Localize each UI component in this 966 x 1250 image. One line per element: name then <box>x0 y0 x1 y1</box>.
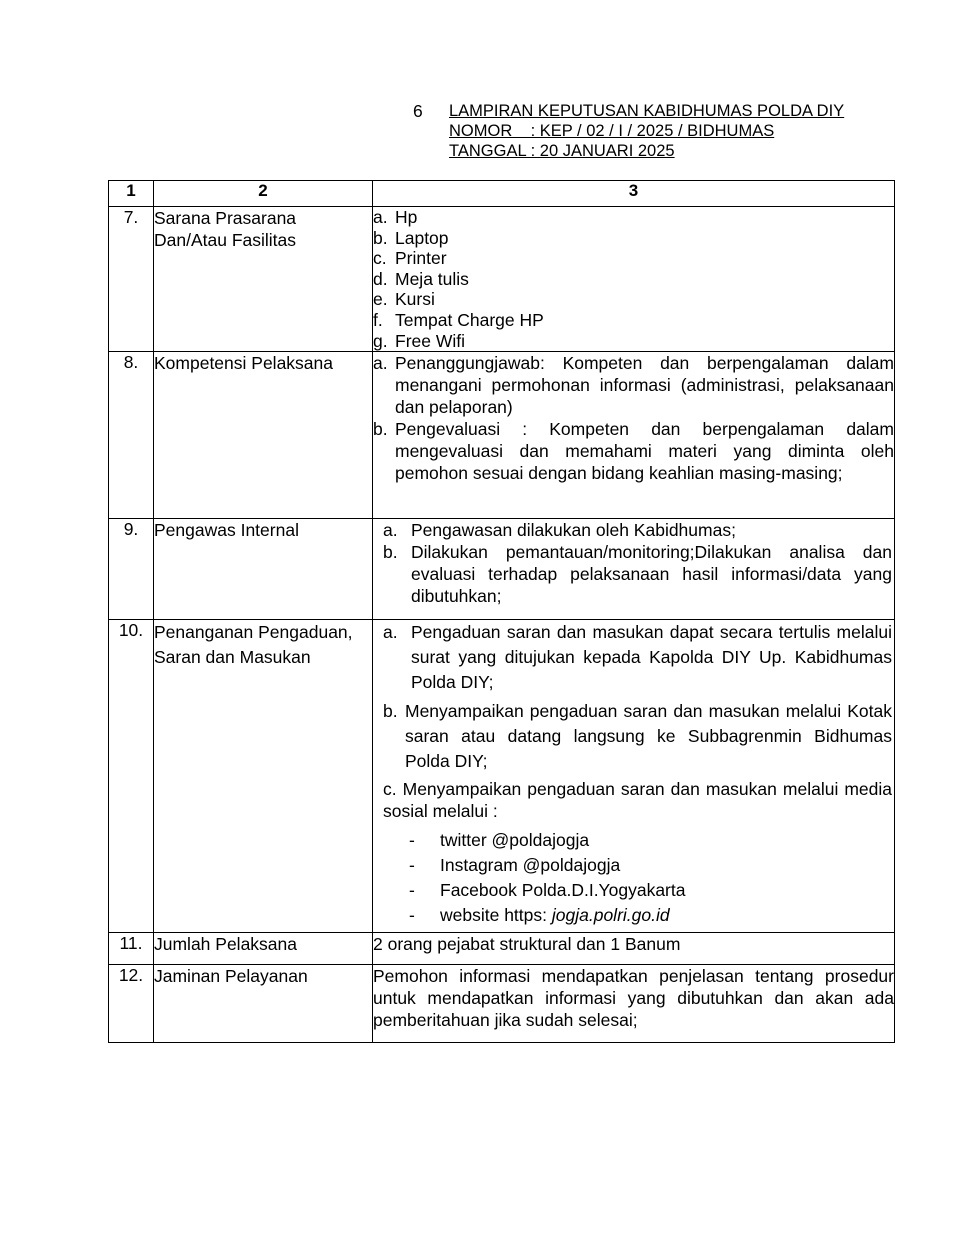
list-item: a. Pengawasan dilakukan oleh Kabidhumas; <box>383 520 736 541</box>
social-media-item: - website https: jogja.polri.go.id <box>409 905 670 926</box>
row-description: 2 orang pejabat struktural dan 1 Banum <box>373 933 895 965</box>
row-number: 11. <box>109 933 154 965</box>
row-number: 10. <box>109 620 154 933</box>
table-row <box>109 207 895 352</box>
list-item: a. Penanggungjawab: Kompeten dan berpengalaman dalam menangani permohonan informasi (administrasi, pelaksanaan dan pelaporan) <box>373 353 894 418</box>
page-number: 6 <box>413 101 423 121</box>
column-header: 2 <box>154 181 373 207</box>
document-header <box>449 101 844 161</box>
header-nomor: NOMOR : KEP / 02 / I / 2025 / BIDHUMAS <box>449 122 775 140</box>
header-title: LAMPIRAN KEPUTUSAN KABIDHUMAS POLDA DIY <box>449 102 845 120</box>
row-number: 7. <box>109 207 154 352</box>
row-description: Pemohon informasi mendapatkan penjelasan tentang prosedur untuk mendapatkan informasi yang dibutuhkan dan akan ada pemberitahuan jika sudah selesai; <box>373 965 895 1043</box>
table-row <box>109 352 895 519</box>
list-item: c. Printer <box>373 248 447 269</box>
list-item: d. Meja tulis <box>373 268 469 289</box>
list-item: e. Kursi <box>373 289 435 310</box>
row-description <box>373 519 895 620</box>
social-media-item: - Instagram @poldajogja <box>409 855 621 876</box>
row-component: Pengawas Internal <box>154 519 373 620</box>
row-component: Sarana Prasarana Dan/Atau Fasilitas <box>154 207 373 352</box>
row-component: Jumlah Pelaksana <box>154 933 373 965</box>
list-item: b. Laptop <box>373 227 449 248</box>
row-component: Kompetensi Pelaksana <box>154 352 373 519</box>
list-item: g. Free Wifi <box>373 330 465 351</box>
list-item: a. Pengaduan saran dan masukan dapat secara tertulis melalui surat yang ditujukan kepada Kapolda DIY Up. Kabidhumas Polda DIY; <box>383 622 892 693</box>
list-item: f. Tempat Charge HP <box>373 309 544 330</box>
social-media-item: - Facebook Polda.D.I.Yogyakarta <box>409 880 686 901</box>
table-row <box>109 519 895 620</box>
column-header: 1 <box>109 181 154 207</box>
row-number: 9. <box>109 519 154 620</box>
social-media-item: - twitter @poldajogja <box>409 830 590 851</box>
list-item: b. Pengevaluasi : Kompeten dan berpengalaman dalam mengevaluasi dan memahami materi yang diminta oleh pemohon sesuai dengan bidang keahlian masing-masing; <box>373 419 894 484</box>
website-label: website https: <box>440 905 552 926</box>
row-number: 8. <box>109 352 154 519</box>
list-item: a. Hp <box>373 207 418 227</box>
header-tanggal: TANGGAL : 20 JANUARI 2025 <box>449 142 675 160</box>
list-item: c. Menyampaikan pengaduan saran dan masukan melalui media sosial melalui : <box>383 779 892 822</box>
row-component: Penanganan Pengaduan, Saran dan Masukan <box>154 620 373 933</box>
table-row <box>109 933 895 965</box>
row-number: 12. <box>109 965 154 1043</box>
table-row <box>109 620 895 933</box>
row-component: Jaminan Pelayanan <box>154 965 373 1043</box>
service-standard-table <box>108 180 895 1043</box>
website-link[interactable]: jogja.polri.go.id <box>551 905 670 926</box>
row-description <box>373 207 895 352</box>
table-row <box>109 965 895 1043</box>
table-header-row <box>109 181 895 207</box>
list-item: b. Dilakukan pemantauan/monitoring;Dilakukan analisa dan evaluasi terhadap pelaksanaan hasil informasi/data yang dibutuhkan; <box>383 542 892 607</box>
list-item: b. Menyampaikan pengaduan saran dan masukan melalui Kotak saran atau datang langsung ke Subbagrenmin Bidhumas Polda DIY; <box>383 701 892 772</box>
row-description <box>373 352 895 519</box>
row-description <box>373 620 895 933</box>
column-header: 3 <box>373 181 895 207</box>
